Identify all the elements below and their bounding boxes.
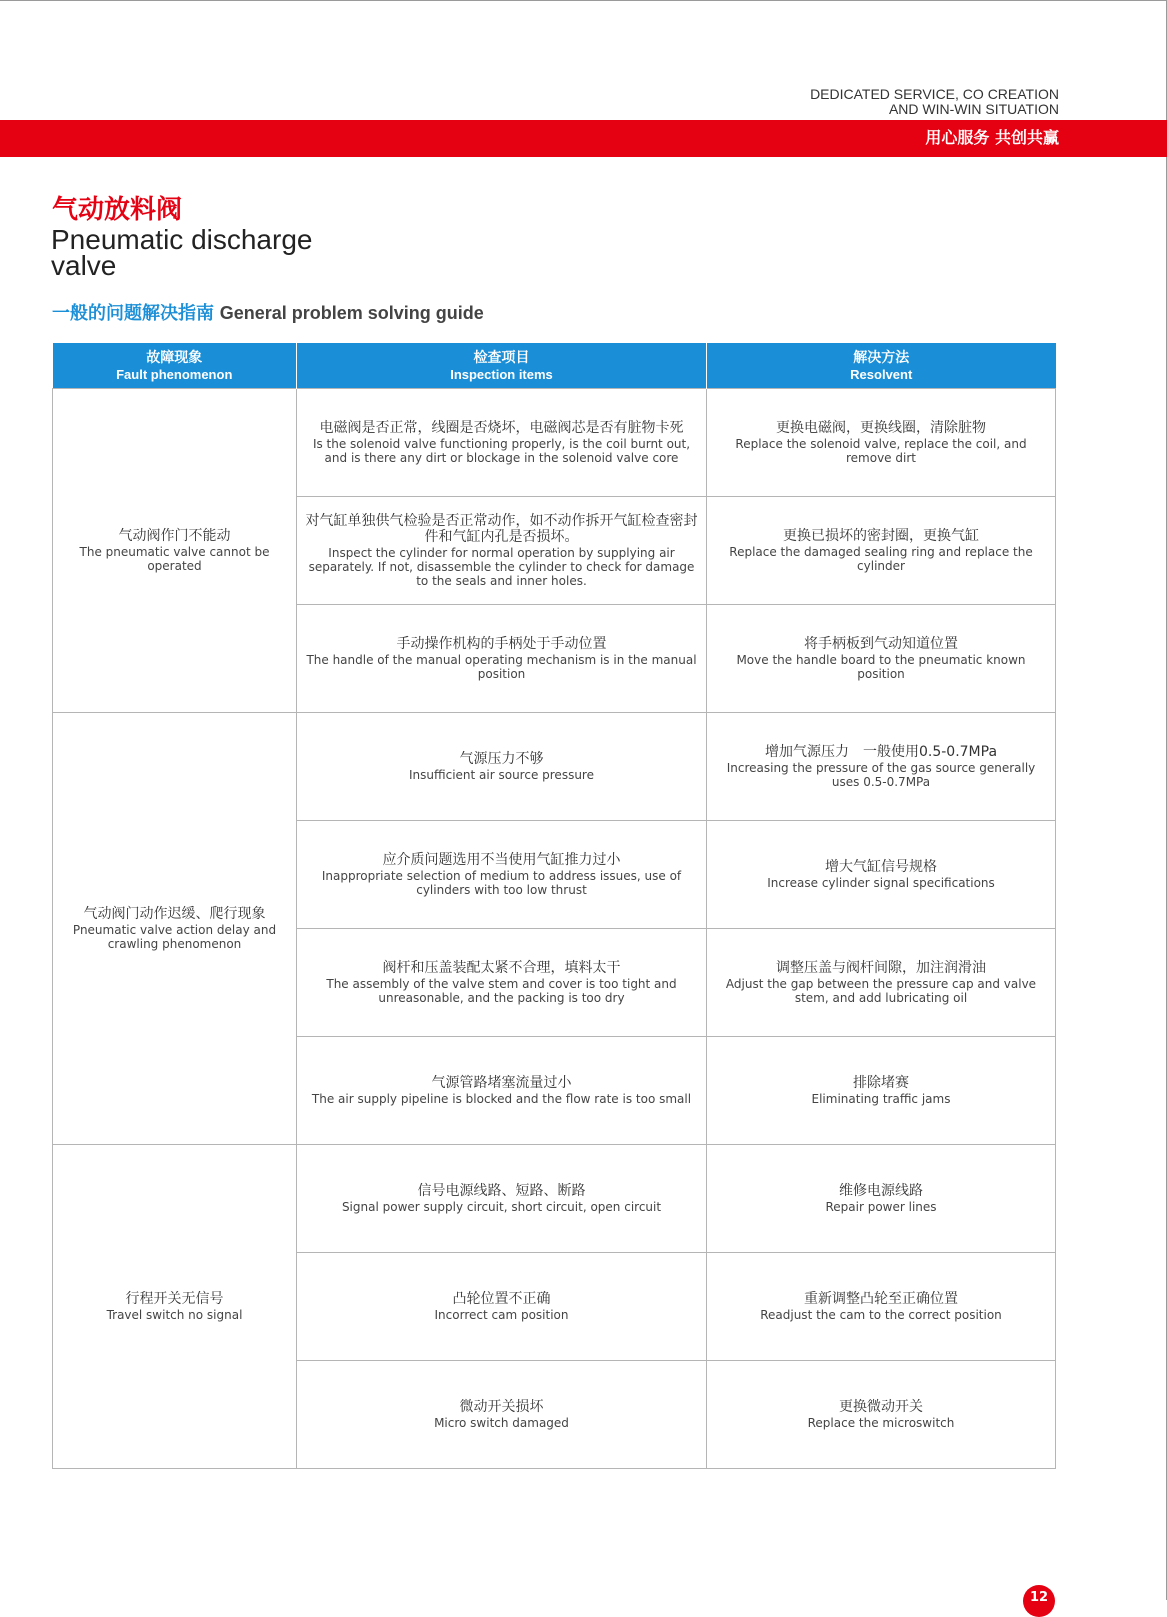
page-title-cn: 气动放料阀 [52,195,183,225]
header-tagline-en [810,87,1059,117]
fault-en: Pneumatic valve action delay and crawling phenomenon [72,923,277,951]
section-heading-en: General problem solving guide [219,303,484,323]
resolvent-en: Replace the microswitch [807,1416,955,1430]
fault-cell [53,1145,297,1469]
problem-solving-table [52,343,1056,1469]
resolvent-en: Replace the solenoid valve, replace the coil, and remove dirt [735,437,1027,465]
resolvent-en: Readjust the cam to the correct position [760,1308,1002,1322]
inspection-cn: 气源压力不够 [459,751,544,767]
page-number-badge: 12 [1023,1585,1055,1617]
inspection-cell [297,605,707,713]
inspection-cn: 电磁阀是否正常，线圈是否烧坏，电磁阀芯是否有脏物卡死 [319,420,684,436]
resolvent-cell [707,605,1056,713]
resolvent-cell [707,713,1056,821]
header-resolvent-en: Resolvent [850,366,913,382]
inspection-en: Inspect the cylinder for normal operation by supplying air separately. If not, disassemble the cylinder to check for damage to the seals and inner holes. [308,546,695,588]
inspection-cn: 阀杆和压盖装配太紧不合理，填料太干 [382,960,621,976]
resolvent-cn: 更换电磁阀，更换线圈，清除脏物 [776,420,986,436]
inspection-cn: 凸轮位置不正确 [452,1291,551,1307]
inspection-cn: 微动开关损坏 [459,1399,544,1415]
header-fault-cn: 故障现象 [146,349,203,366]
resolvent-cn: 将手柄板到气动知道位置 [804,636,958,652]
resolvent-en: Adjust the gap between the pressure cap and valve stem, and add lubricating oil [725,977,1037,1005]
fault-cn: 行程开关无信号 [125,1291,224,1307]
resolvent-cell [707,821,1056,929]
inspection-cn: 对气缸单独供气检验是否正常动作，如不动作拆开气缸检查密封件和气缸内孔是否损坏。 [305,513,698,545]
header-fault-en: Fault phenomenon [116,366,233,382]
fault-cn: 气动阀门动作迟缓、爬行现象 [83,906,266,922]
fault-cell [53,713,297,1145]
section-heading-cn: 一般的问题解决指南 [52,303,214,324]
page-top-border [0,0,1167,1]
table-header-row [53,343,1056,389]
inspection-cell [297,1361,707,1469]
inspection-en: The handle of the manual operating mechanism is in the manual position [306,653,697,681]
page-title-en: Pneumatic discharge valve [51,224,313,281]
resolvent-cell [707,929,1056,1037]
resolvent-cn: 重新调整凸轮至正确位置 [804,1291,958,1307]
resolvent-cn: 排除堵赛 [853,1075,909,1091]
resolvent-cn: 增加气源压力 一般使用0.5-0.7MPa [764,744,998,760]
resolvent-cell [707,1037,1056,1145]
table-row [53,389,1056,497]
inspection-en: The assembly of the valve stem and cover is too tight and unreasonable, and the packing is too dry [326,977,677,1005]
resolvent-en: Repair power lines [825,1200,937,1214]
resolvent-en: Move the handle board to the pneumatic known position [736,653,1026,681]
resolvent-cn: 更换微动开关 [839,1399,923,1415]
fault-cell [53,389,297,713]
resolvent-cn: 增大气缸信号规格 [825,859,937,875]
resolvent-cn: 调整压盖与阀杆间隙，加注润滑油 [776,960,986,976]
header-inspection-en: Inspection items [450,366,553,382]
inspection-cell [297,929,707,1037]
resolvent-en: Replace the damaged sealing ring and replace the cylinder [729,545,1033,573]
fault-en: Travel switch no signal [106,1308,243,1322]
inspection-cell [297,1145,707,1253]
inspection-en: Incorrect cam position [434,1308,569,1322]
resolvent-cell [707,1361,1056,1469]
inspection-cell [297,1037,707,1145]
inspection-en: Insufficient air source pressure [409,768,594,782]
resolvent-en: Eliminating traffic jams [811,1092,951,1106]
inspection-cn: 信号电源线路、短路、断路 [417,1183,586,1199]
tagline-en-line1: DEDICATED SERVICE, CO CREATION [810,86,1059,102]
header-red-band [0,120,1167,157]
table-row [53,1145,1056,1253]
header-inspection-cn: 检查项目 [473,349,530,366]
fault-en: The pneumatic valve cannot be operated [79,545,270,573]
inspection-cell [297,1253,707,1361]
resolvent-en: Increasing the pressure of the gas source generally uses 0.5-0.7MPa [726,761,1036,789]
header-fault [53,343,297,389]
resolvent-cn: 维修电源线路 [839,1183,923,1199]
inspection-en: Signal power supply circuit, short circuit, open circuit [341,1200,662,1214]
tagline-en-line2: AND WIN-WIN SITUATION [888,101,1059,117]
inspection-cn: 手动操作机构的手柄处于手动位置 [396,636,607,652]
fault-cn: 气动阀作门不能动 [118,528,231,544]
header-resolvent [707,343,1056,389]
inspection-cn: 应介质问题选用不当使用气缸推力过小 [382,852,621,868]
resolvent-en: Increase cylinder signal specifications [767,876,995,890]
inspection-cn: 气源管路堵塞流量过小 [431,1075,572,1091]
header-resolvent-cn: 解决方法 [853,349,910,366]
resolvent-cn: 更换已损坏的密封圈，更换气缸 [783,528,979,544]
inspection-cell [297,713,707,821]
inspection-cell [297,497,707,605]
inspection-cell [297,821,707,929]
section-heading [52,301,484,326]
table-row [53,713,1056,821]
inspection-en: Micro switch damaged [434,1416,569,1430]
inspection-en: Is the solenoid valve functioning properly, is the coil burnt out, and is there any dirt or blockage in the solenoid valve core [312,437,691,465]
resolvent-cell [707,1145,1056,1253]
inspection-cell [297,389,707,497]
resolvent-cell [707,1253,1056,1361]
header-inspection [297,343,707,389]
resolvent-cell [707,389,1056,497]
inspection-en: The air supply pipeline is blocked and the flow rate is too small [311,1092,692,1106]
inspection-en: Inappropriate selection of medium to address issues, use of cylinders with too low thrust [321,869,682,897]
header-tagline-cn: 用心服务 共创共赢 [925,128,1059,147]
resolvent-cell [707,497,1056,605]
